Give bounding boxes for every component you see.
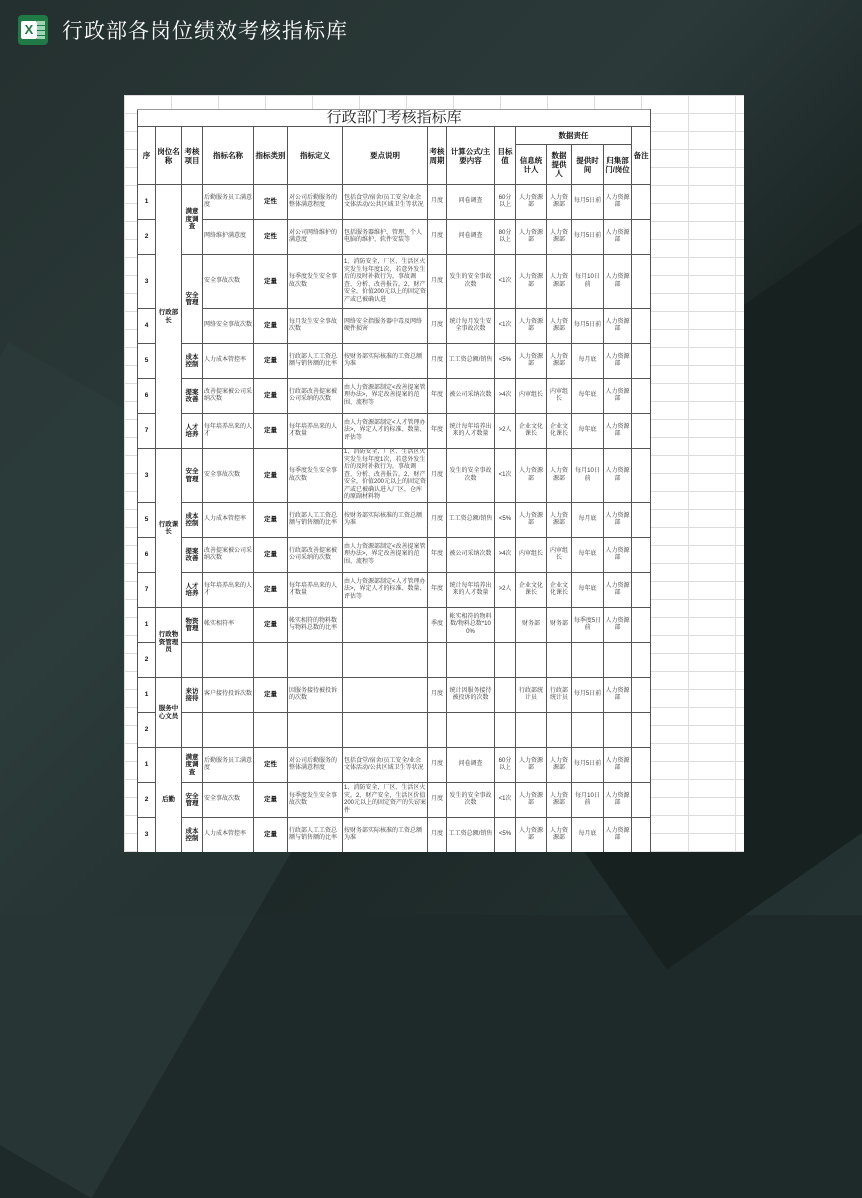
cycle-cell: 月度 <box>428 783 447 818</box>
desc-cell: 包括食堂/宿舍/员工安全/业余文体活动/公共区域卫生等状况 <box>343 185 428 220</box>
item-cell: 物资管理 <box>182 608 203 643</box>
cycle-cell: 月度 <box>428 748 447 783</box>
provider-cell: 财务部 <box>547 608 572 643</box>
def-cell: 行政部改善提案被公司采纳的次数 <box>288 538 343 573</box>
formula-cell: 问卷调查 <box>447 748 495 783</box>
provider-cell: 人力资源部 <box>547 748 572 783</box>
type-cell: 定量 <box>254 678 288 713</box>
item-cell: 成本控制 <box>182 344 203 379</box>
note-cell <box>632 185 651 220</box>
stat-cell: 人力资源部 <box>516 344 547 379</box>
type-cell: 定量 <box>254 309 288 344</box>
note-cell <box>632 414 651 449</box>
formula-cell: 统计每年培养出来的人才数量 <box>447 573 495 608</box>
type-cell: 定量 <box>254 414 288 449</box>
target-cell <box>495 678 516 713</box>
name-cell: 后勤服务员工满意度 <box>203 185 254 220</box>
target-cell: 80分以上 <box>495 220 516 255</box>
target-cell: >2人 <box>495 414 516 449</box>
type-cell: 定量 <box>254 449 288 503</box>
header-data-resp: 数据责任 <box>516 127 632 145</box>
desc-cell <box>343 713 428 748</box>
stat-cell: 行政部统计员 <box>516 678 547 713</box>
stat-cell: 企业文化课长 <box>516 573 547 608</box>
header-cycle: 考核周期 <box>428 127 447 185</box>
formula-cell: 问卷调查 <box>447 220 495 255</box>
def-cell: 每月发生安全事故次数 <box>288 309 343 344</box>
target-cell: <5% <box>495 344 516 379</box>
desc-cell: 包括食堂/宿舍/员工安全/业余文体活动/公共区域卫生等状况 <box>343 748 428 783</box>
time-cell: 每月10日前 <box>572 255 604 309</box>
name-cell: 安全事故次数 <box>203 255 254 309</box>
time-cell: 每月5日前 <box>572 220 604 255</box>
stat-cell: 人力资源部 <box>516 783 547 818</box>
note-cell <box>632 344 651 379</box>
name-cell: 网络维护满意度 <box>203 220 254 255</box>
seq-cell: 1 <box>138 748 156 783</box>
table-row <box>138 748 651 783</box>
table-row <box>138 449 651 503</box>
formula-cell: 统计每年培养出来的人才数量 <box>447 414 495 449</box>
time-cell: 每月5日前 <box>572 185 604 220</box>
formula-cell: 问卷调查 <box>447 185 495 220</box>
cycle-cell: 年度 <box>428 379 447 414</box>
table-row <box>138 818 651 853</box>
item-cell: 安全管理 <box>182 449 203 503</box>
table-row <box>138 379 651 414</box>
header-desc: 要点说明 <box>343 127 428 185</box>
table-row <box>138 309 651 344</box>
dept-cell: 人力资源部 <box>604 573 632 608</box>
desc-cell: 1、消防安全，厂区、生活区火灾。2、财产安全，生活区价值200元以上的固定资产的失窃案件 <box>343 783 428 818</box>
provider-cell: 人力资源部 <box>547 818 572 853</box>
dept-cell: 人力资源部 <box>604 309 632 344</box>
note-cell <box>632 713 651 748</box>
dept-cell: 人力资源部 <box>604 344 632 379</box>
dept-cell: 人力资源部 <box>604 185 632 220</box>
stat-cell: 人力资源部 <box>516 309 547 344</box>
target-cell: >4次 <box>495 379 516 414</box>
position-cell: 行政物资管理员 <box>156 608 182 678</box>
stat-cell: 财务部 <box>516 608 547 643</box>
def-cell: 每年培养出来的人才数量 <box>288 573 343 608</box>
title-bar <box>18 14 348 46</box>
table-row <box>138 185 651 220</box>
cycle-cell: 年度 <box>428 414 447 449</box>
cycle-cell <box>428 713 447 748</box>
def-cell <box>288 643 343 678</box>
desc-cell: 1、消防安全，厂区、生活区火灾发生每年度1次，若意外发生后的及时补救行为，事故调查、分析、改善报告。2、财产安全，价值200元以上的固定资产或已被确认进入厂区，仓库的原副材料物 <box>343 449 428 503</box>
header-formula: 计算公式/主要内容 <box>447 127 495 185</box>
header-provider: 数据提供人 <box>547 145 572 185</box>
def-cell: 每年培养出来的人才数量 <box>288 414 343 449</box>
dept-cell: 人力资源部 <box>604 538 632 573</box>
seq-cell: 5 <box>138 503 156 538</box>
target-cell: 60分以上 <box>495 748 516 783</box>
cycle-cell: 月度 <box>428 309 447 344</box>
type-cell: 定性 <box>254 220 288 255</box>
provider-cell: 行政部统计员 <box>547 678 572 713</box>
formula-cell: 被公司采纳次数 <box>447 538 495 573</box>
name-cell: 人力成本管控率 <box>203 344 254 379</box>
def-cell: 行政部人工工资总额与销售额的比率 <box>288 503 343 538</box>
time-cell: 每月10日前 <box>572 783 604 818</box>
type-cell: 定量 <box>254 344 288 379</box>
name-cell: 改善提案被公司采纳次数 <box>203 379 254 414</box>
seq-cell: 2 <box>138 783 156 818</box>
stat-cell: 人力资源部 <box>516 185 547 220</box>
position-cell: 后勤 <box>156 748 182 853</box>
position-cell: 服务中心文员 <box>156 678 182 748</box>
name-cell: 改善提案被公司采纳次数 <box>203 538 254 573</box>
cycle-cell: 年度 <box>428 538 447 573</box>
cycle-cell: 月度 <box>428 818 447 853</box>
stat-cell <box>516 713 547 748</box>
formula-cell: 工工资总额/销售 <box>447 344 495 379</box>
stat-cell: 人力资源部 <box>516 748 547 783</box>
def-cell: 对公司后勤服务的整体满意程度 <box>288 185 343 220</box>
target-cell <box>495 608 516 643</box>
position-cell: 行政课长 <box>156 449 182 608</box>
type-cell: 定量 <box>254 255 288 309</box>
position-cell: 行政部长 <box>156 185 182 449</box>
table-row <box>138 414 651 449</box>
desc-cell: 由人力资源部制定<人才管理办法>，界定人才的标准、数量、评估等 <box>343 414 428 449</box>
cycle-cell: 月度 <box>428 449 447 503</box>
cycle-cell: 年度 <box>428 573 447 608</box>
time-cell: 每月5日前 <box>572 309 604 344</box>
time-cell: 每年底 <box>572 414 604 449</box>
note-cell <box>632 538 651 573</box>
item-cell: 满意度调查 <box>182 748 203 783</box>
name-cell: 网络安全事故次数 <box>203 309 254 344</box>
note-cell <box>632 643 651 678</box>
spreadsheet-preview <box>124 95 744 852</box>
name-cell: 客户接待投诉次数 <box>203 678 254 713</box>
stat-cell: 人力资源部 <box>516 449 547 503</box>
type-cell: 定量 <box>254 573 288 608</box>
item-cell: 人才培养 <box>182 573 203 608</box>
formula-cell <box>447 713 495 748</box>
type-cell: 定量 <box>254 503 288 538</box>
stat-cell: 内审组长 <box>516 379 547 414</box>
note-cell <box>632 449 651 503</box>
item-cell: 提案改善 <box>182 538 203 573</box>
table-row <box>138 573 651 608</box>
dept-cell: 人力资源部 <box>604 379 632 414</box>
seq-cell: 1 <box>138 678 156 713</box>
name-cell: 安全事故次数 <box>203 783 254 818</box>
type-cell: 定量 <box>254 783 288 818</box>
name-cell: 帐实相符率 <box>203 608 254 643</box>
stat-cell: 人力资源部 <box>516 503 547 538</box>
provider-cell: 人力资源部 <box>547 220 572 255</box>
provider-cell: 内审组长 <box>547 538 572 573</box>
formula-cell: 统计因服务接待被投诉的次数 <box>447 678 495 713</box>
target-cell: >2人 <box>495 573 516 608</box>
type-cell: 定性 <box>254 748 288 783</box>
header-seq: 序 <box>138 127 156 185</box>
header-target: 目标值 <box>495 127 516 185</box>
header-type: 指标类别 <box>254 127 288 185</box>
provider-cell: 人力资源部 <box>547 309 572 344</box>
item-cell: 提案改善 <box>182 379 203 414</box>
seq-cell: 1 <box>138 185 156 220</box>
dept-cell: 人力资源部 <box>604 783 632 818</box>
item-cell: 安全管理 <box>182 255 203 344</box>
note-cell <box>632 503 651 538</box>
time-cell <box>572 713 604 748</box>
dept-cell: 人力资源部 <box>604 255 632 309</box>
provider-cell: 人力资源部 <box>547 449 572 503</box>
note-cell <box>632 818 651 853</box>
table-row <box>138 255 651 309</box>
provider-cell <box>547 713 572 748</box>
time-cell: 每年底 <box>572 573 604 608</box>
time-cell: 每月10日前 <box>572 449 604 503</box>
provider-cell: 企业文化课长 <box>547 573 572 608</box>
cycle-cell: 月度 <box>428 678 447 713</box>
def-cell: 帐实相符的物料数与物料总数的比率 <box>288 608 343 643</box>
cycle-cell: 月度 <box>428 503 447 538</box>
formula-cell: 发生的安全事故次数 <box>447 255 495 309</box>
app-title: 行政部各岗位绩效考核指标库 <box>62 20 348 43</box>
seq-cell: 2 <box>138 713 156 748</box>
target-cell: >4次 <box>495 538 516 573</box>
type-cell: 定量 <box>254 818 288 853</box>
dept-cell: 人力资源部 <box>604 818 632 853</box>
dept-cell: 人力资源部 <box>604 414 632 449</box>
target-cell: <5% <box>495 503 516 538</box>
seq-cell: 3 <box>138 818 156 853</box>
item-cell: 满意度调查 <box>182 185 203 255</box>
desc-cell: 按财务部实际核准的工资总额为准 <box>343 818 428 853</box>
formula-cell: 发生的安全事故次数 <box>447 449 495 503</box>
formula-cell: 被公司采纳次数 <box>447 379 495 414</box>
dept-cell <box>604 713 632 748</box>
formula-cell: 工工资总额/销售 <box>447 818 495 853</box>
header-name: 指标名称 <box>203 127 254 185</box>
dept-cell <box>604 643 632 678</box>
formula-cell: 工工资总额/销售 <box>447 503 495 538</box>
dept-cell: 人力资源部 <box>604 449 632 503</box>
desc-cell <box>343 678 428 713</box>
item-cell: 安全管理 <box>182 783 203 818</box>
stat-cell: 企业文化课长 <box>516 414 547 449</box>
target-cell: <1次 <box>495 309 516 344</box>
seq-cell: 1 <box>138 608 156 643</box>
target-cell: 60分以上 <box>495 185 516 220</box>
desc-cell: 按财务部实际核准的工资总额为准 <box>343 344 428 379</box>
seq-cell: 4 <box>138 309 156 344</box>
table-row <box>138 344 651 379</box>
def-cell: 行政部人工工资总额与销售额的比率 <box>288 344 343 379</box>
time-cell: 每月底 <box>572 503 604 538</box>
provider-cell: 人力资源部 <box>547 503 572 538</box>
table-row <box>138 503 651 538</box>
type-cell: 定性 <box>254 185 288 220</box>
time-cell: 每年底 <box>572 379 604 414</box>
name-cell: 人力成本管控率 <box>203 503 254 538</box>
cycle-cell: 季度 <box>428 608 447 643</box>
type-cell: 定量 <box>254 538 288 573</box>
time-cell: 每月底 <box>572 344 604 379</box>
header-item: 考核项目 <box>182 127 203 185</box>
target-cell: <1次 <box>495 449 516 503</box>
desc-cell <box>343 643 428 678</box>
desc-cell: 由人力资源部制定<人才管理办法>，界定人才的标准、数量、评估等 <box>343 573 428 608</box>
item-cell <box>182 643 203 678</box>
dept-cell: 人力资源部 <box>604 678 632 713</box>
note-cell <box>632 379 651 414</box>
cycle-cell: 月度 <box>428 255 447 309</box>
type-cell <box>254 713 288 748</box>
name-cell: 每年培养出来的人才 <box>203 414 254 449</box>
type-cell <box>254 643 288 678</box>
table-row <box>138 678 651 713</box>
dept-cell: 人力资源部 <box>604 503 632 538</box>
type-cell: 定量 <box>254 379 288 414</box>
table-row <box>138 220 651 255</box>
table-row <box>138 783 651 818</box>
sheet-title: 行政部门考核指标库 <box>138 110 651 127</box>
formula-cell: 统计每月发生安全事故次数 <box>447 309 495 344</box>
seq-cell: 6 <box>138 379 156 414</box>
time-cell: 每月5日前 <box>572 678 604 713</box>
note-cell <box>632 255 651 309</box>
provider-cell: 企业文化课长 <box>547 414 572 449</box>
desc-cell: 由人力资源部制定<改善提案管理办法>，界定改善提案的范围、流程等 <box>343 538 428 573</box>
name-cell <box>203 713 254 748</box>
note-cell <box>632 220 651 255</box>
header-def: 指标定义 <box>288 127 343 185</box>
provider-cell: 内审组长 <box>547 379 572 414</box>
stat-cell: 内审组长 <box>516 538 547 573</box>
name-cell: 每年培养出来的人才 <box>203 573 254 608</box>
item-cell: 人才培养 <box>182 414 203 449</box>
table-row <box>138 643 651 678</box>
provider-cell: 人力资源部 <box>547 255 572 309</box>
seq-cell: 7 <box>138 414 156 449</box>
item-cell: 来访接待 <box>182 678 203 713</box>
def-cell: 行政部改善提案被公司采纳的次数 <box>288 379 343 414</box>
note-cell <box>632 783 651 818</box>
item-cell: 成本控制 <box>182 503 203 538</box>
cycle-cell <box>428 643 447 678</box>
dept-cell: 人力资源部 <box>604 748 632 783</box>
table-row <box>138 713 651 748</box>
header-stat: 信息统计人 <box>516 145 547 185</box>
formula-cell <box>447 643 495 678</box>
def-cell: 对公司网络维护的满意度 <box>288 220 343 255</box>
seq-cell: 5 <box>138 344 156 379</box>
table-row <box>138 608 651 643</box>
note-cell <box>632 608 651 643</box>
target-cell: <5% <box>495 818 516 853</box>
formula-cell: 发生的安全事故次数 <box>447 783 495 818</box>
table-row <box>138 538 651 573</box>
item-cell <box>182 713 203 748</box>
name-cell: 后勤服务员工满意度 <box>203 748 254 783</box>
formula-cell: 帐实相符的物料数/物料总数*100% <box>447 608 495 643</box>
item-cell: 成本控制 <box>182 818 203 853</box>
time-cell: 每季度5日前 <box>572 608 604 643</box>
cycle-cell: 月度 <box>428 344 447 379</box>
def-cell: 行政部人工工资总额与销售额的比率 <box>288 818 343 853</box>
cycle-cell: 月度 <box>428 185 447 220</box>
stat-cell: 人力资源部 <box>516 255 547 309</box>
seq-cell: 2 <box>138 643 156 678</box>
stat-cell <box>516 643 547 678</box>
seq-cell: 3 <box>138 449 156 503</box>
header-dept: 归集部门/岗位 <box>604 145 632 185</box>
def-cell: 每季度发生安全事故次数 <box>288 783 343 818</box>
provider-cell: 人力资源部 <box>547 185 572 220</box>
def-cell: 每季度发生安全事故次数 <box>288 255 343 309</box>
note-cell <box>632 678 651 713</box>
desc-cell: 由人力资源部制定<改善提案管理办法>，界定改善提案的范围、流程等 <box>343 379 428 414</box>
seq-cell: 3 <box>138 255 156 309</box>
def-cell <box>288 713 343 748</box>
target-cell: <1次 <box>495 255 516 309</box>
excel-icon: X <box>18 15 48 45</box>
type-cell: 定量 <box>254 608 288 643</box>
target-cell <box>495 713 516 748</box>
time-cell: 每年底 <box>572 538 604 573</box>
target-cell <box>495 643 516 678</box>
desc-cell: 按财务部实际核准的工资总额为准 <box>343 503 428 538</box>
desc-cell <box>343 608 428 643</box>
seq-cell: 7 <box>138 573 156 608</box>
note-cell <box>632 309 651 344</box>
header-note: 备注 <box>632 127 651 185</box>
target-cell: <1次 <box>495 783 516 818</box>
def-cell: 因服务接待被投诉的次数 <box>288 678 343 713</box>
time-cell <box>572 643 604 678</box>
provider-cell <box>547 643 572 678</box>
kpi-table <box>137 109 651 852</box>
name-cell: 安全事故次数 <box>203 449 254 503</box>
note-cell <box>632 748 651 783</box>
header-position: 岗位名称 <box>156 127 182 185</box>
name-cell <box>203 643 254 678</box>
provider-cell: 人力资源部 <box>547 783 572 818</box>
desc-cell: 网络安全指服务器中毒及网络硬件损害 <box>343 309 428 344</box>
note-cell <box>632 573 651 608</box>
name-cell: 人力成本管控率 <box>203 818 254 853</box>
provider-cell: 人力资源部 <box>547 344 572 379</box>
time-cell: 每月底 <box>572 818 604 853</box>
seq-cell: 2 <box>138 220 156 255</box>
def-cell: 每季度发生安全事故次数 <box>288 449 343 503</box>
seq-cell: 6 <box>138 538 156 573</box>
cycle-cell: 月度 <box>428 220 447 255</box>
time-cell: 每月5日前 <box>572 748 604 783</box>
dept-cell: 人力资源部 <box>604 608 632 643</box>
def-cell: 对公司后勤服务的整体满意程度 <box>288 748 343 783</box>
stat-cell: 人力资源部 <box>516 818 547 853</box>
desc-cell: 包括服务器维护、管理，个人电脑的维护、软件安装等 <box>343 220 428 255</box>
desc-cell: 1、消防安全，厂区、生活区火灾发生每年度1次，若意外发生后的及时补救行为，事故调查、分析、改善报告。2、财产安全，价值200元以上的固定资产或已被确认进 <box>343 255 428 309</box>
header-time: 提供时间 <box>572 145 604 185</box>
dept-cell: 人力资源部 <box>604 220 632 255</box>
stat-cell: 人力资源部 <box>516 220 547 255</box>
